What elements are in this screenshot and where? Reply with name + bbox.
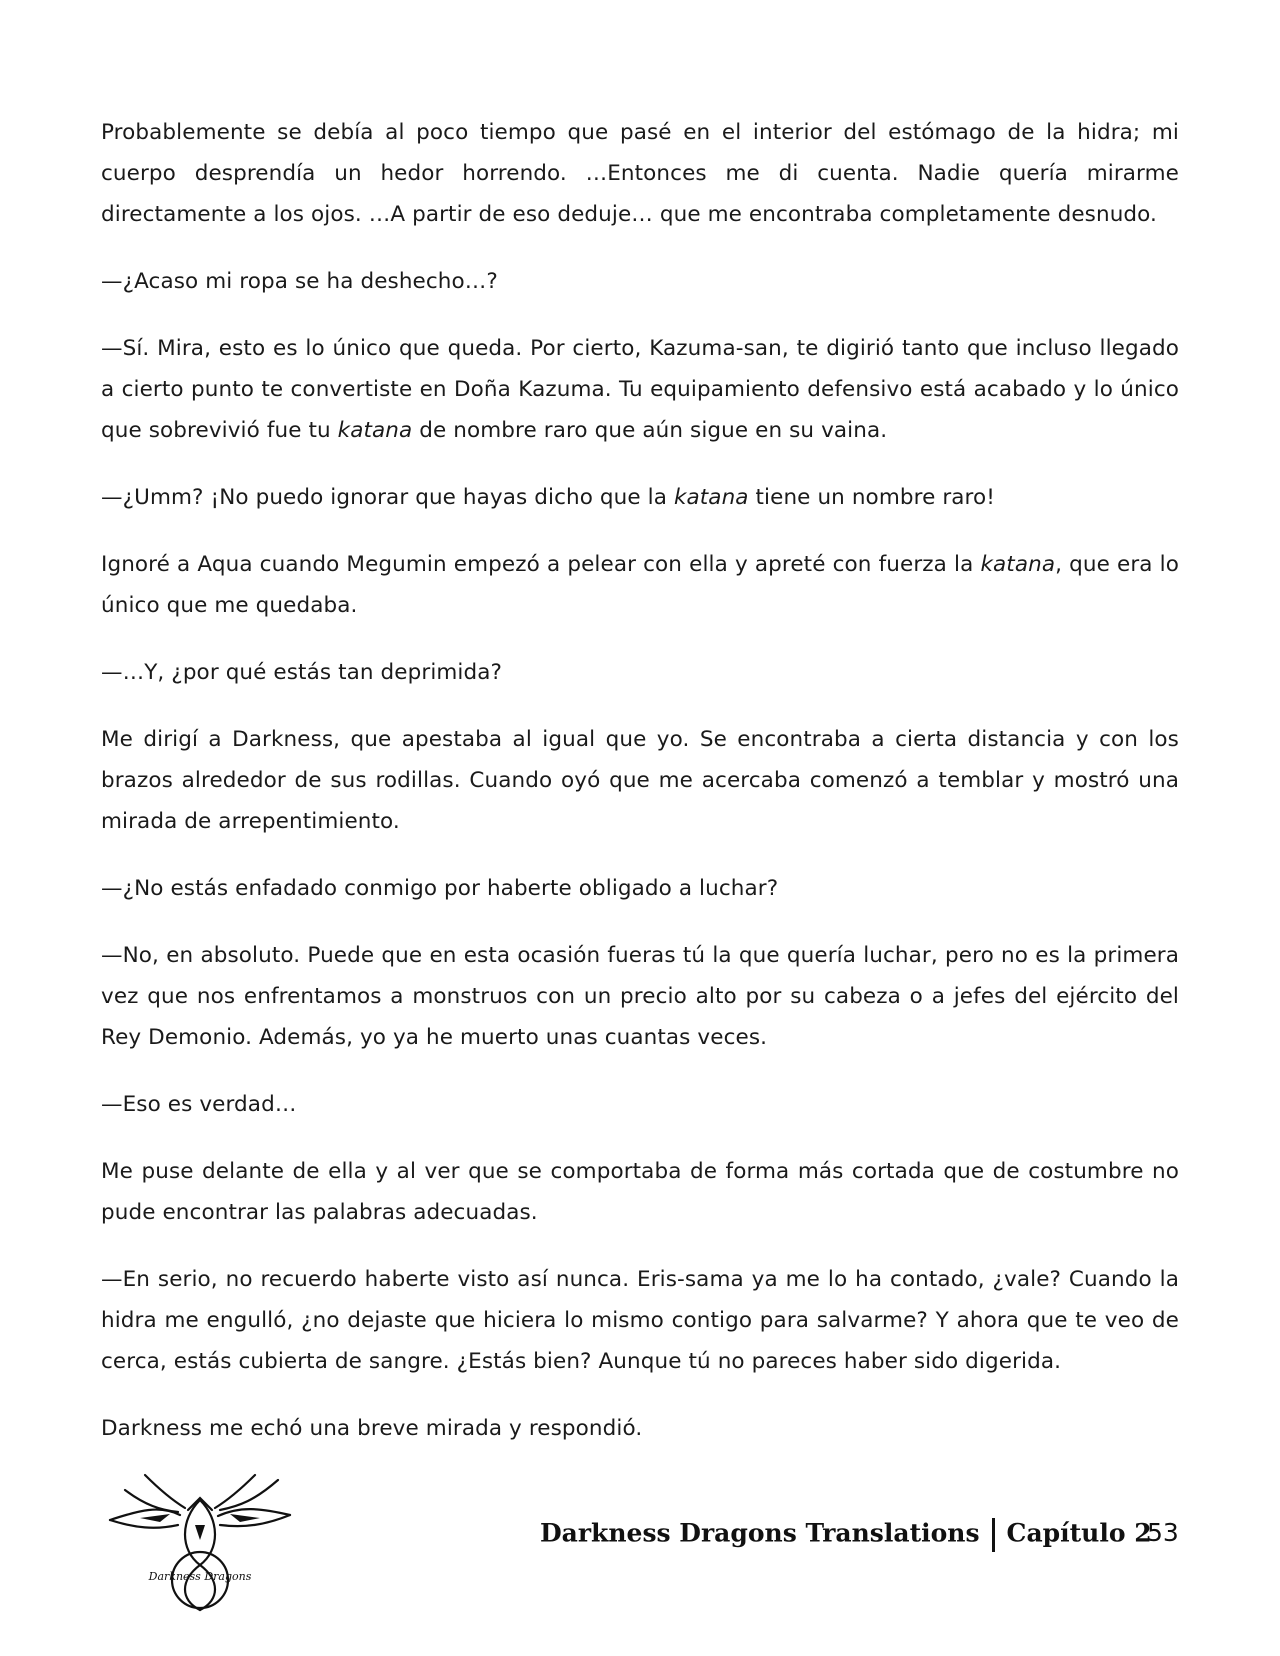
text-run: Darkness me echó una breve mirada y respondió. xyxy=(101,1416,643,1441)
paragraph xyxy=(101,477,1179,518)
text-run: —Eso es verdad… xyxy=(101,1092,297,1117)
text-run: , que era lo único que me quedaba. xyxy=(101,552,1179,618)
italic-text: katana xyxy=(673,485,749,510)
text-run: —En serio, no recuerdo haberte visto así nunca. Eris-sama ya me lo ha contado, ¿vale? Cuando la hidra me engulló, ¿no dejaste que hiciera lo mismo contigo para salvarme? Y ahora que te veo de cerca, estás cubierta de sangre. ¿Estás bien? Aunque tú no pareces haber sido digerida. xyxy=(101,1267,1179,1374)
text-run: de nombre raro que aún sigue en su vaina. xyxy=(412,418,888,443)
text-run: —¿No estás enfadado conmigo por haberte obligado a luchar? xyxy=(101,876,779,901)
text-run: Probablemente se debía al poco tiempo que pasé en el interior del estómago de la hidra; mi cuerpo desprendía un hedor horrendo. …Entonces me di cuenta. Nadie quería mirarme directamente a los ojos. …A partir de eso deduje… que me encontraba completamente desnudo. xyxy=(101,120,1179,227)
text-run: Ignoré a Aqua cuando Megumin empezó a pelear con ella y apreté con fuerza la xyxy=(101,552,981,577)
paragraph xyxy=(101,328,1179,451)
paragraph xyxy=(101,719,1179,842)
paragraph xyxy=(101,544,1179,626)
paragraph xyxy=(101,868,1179,909)
italic-text: katana xyxy=(980,552,1056,577)
paragraph xyxy=(101,1151,1179,1233)
paragraph xyxy=(101,1259,1179,1382)
page-footer xyxy=(0,1470,1280,1620)
footer-credit xyxy=(540,1518,1152,1552)
page-number: 53 xyxy=(1147,1518,1179,1547)
text-run: —¿Umm? ¡No puedo ignorar que hayas dicho que la xyxy=(101,485,674,510)
italic-text: katana xyxy=(337,418,413,443)
text-run: —Sí. Mira, esto es lo único que queda. Por cierto, Kazuma-san, te digirió tanto que incluso llegado a cierto punto te convertiste en Doña Kazuma. Tu equipamiento defensivo está acabado y lo único que sobrevivió fue tu xyxy=(101,336,1179,443)
paragraph xyxy=(101,261,1179,302)
paragraph xyxy=(101,1408,1179,1449)
chapter-label: Capítulo 2 xyxy=(1006,1518,1152,1548)
dragon-logo-icon xyxy=(100,1470,300,1620)
page-body xyxy=(101,112,1179,1475)
text-run: Me dirigí a Darkness, que apestaba al igual que yo. Se encontraba a cierta distancia y con los brazos alrededor de sus rodillas. Cuando oyó que me acercaba comenzó a temblar y mostró una mirada de arrepentimiento. xyxy=(101,727,1179,834)
text-run: Me puse delante de ella y al ver que se comportaba de forma más cortada que de costumbre no pude encontrar las palabras adecuadas. xyxy=(101,1159,1179,1225)
group-name: Darkness Dragons Translations xyxy=(540,1518,980,1548)
text-run: —¿Acaso mi ropa se ha deshecho…? xyxy=(101,269,498,294)
paragraph xyxy=(101,112,1179,235)
paragraph xyxy=(101,652,1179,693)
footer-separator xyxy=(992,1518,995,1552)
logo-text: Darkness Dragons xyxy=(148,1570,252,1583)
paragraph xyxy=(101,1084,1179,1125)
text-run: —No, en absoluto. Puede que en esta ocasión fueras tú la que quería luchar, pero no es la primera vez que nos enfrentamos a monstruos con un precio alto por su cabeza o a jefes del ejército del Rey Demonio. Además, yo ya he muerto unas cuantas veces. xyxy=(101,943,1179,1050)
text-run: —…Y, ¿por qué estás tan deprimida? xyxy=(101,660,503,685)
paragraph xyxy=(101,935,1179,1058)
text-run: tiene un nombre raro! xyxy=(748,485,995,510)
